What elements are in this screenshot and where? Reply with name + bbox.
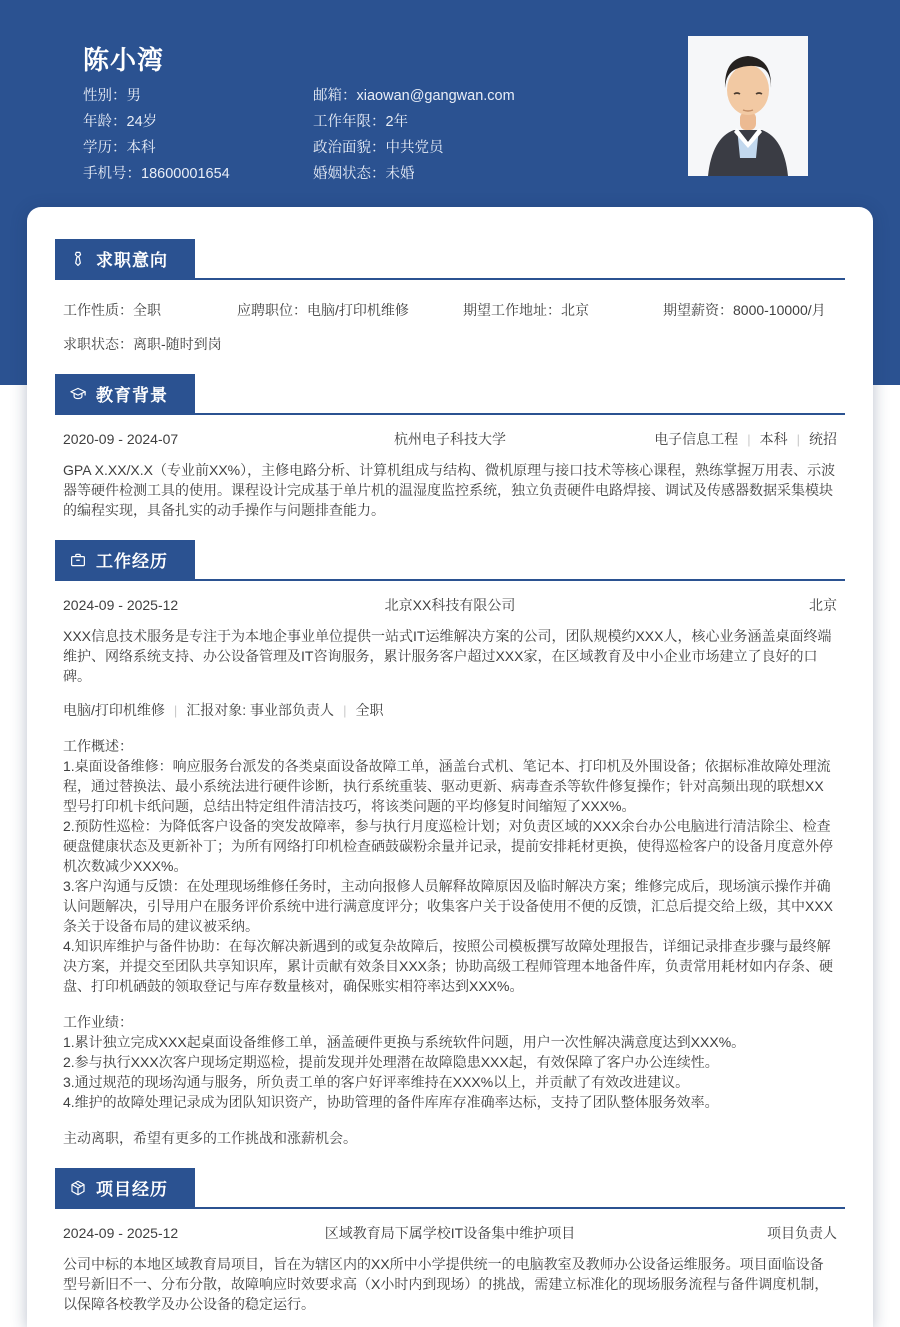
field-phone: 手机号：18600001654 bbox=[83, 166, 230, 182]
section-header bbox=[55, 374, 845, 415]
project-body bbox=[55, 1223, 845, 1314]
work-achievement-item: 4.维护的故障处理记录成为团队知识资产，协助管理的备件库库存准确率达标，支持了团队整体服务效率。 bbox=[63, 1094, 719, 1110]
separator: | bbox=[343, 703, 347, 718]
company-intro: XXX信息技术服务是专注于为本地企事业单位提供一站式IT运维解决方案的公司，团队规模约XXX人，核心业务涵盖桌面终端维护、网络系统支持、办公设备管理及IT咨询服务，累计服务客户超过XXX家，在区域教育及中小企业市场建立了良好的口碑。 bbox=[63, 628, 832, 684]
separator: | bbox=[747, 432, 751, 447]
section-work-experience bbox=[55, 540, 845, 1148]
package-icon bbox=[69, 1179, 87, 1197]
work-achievement-item: 3.通过规范的现场沟通与服务，所负责工单的客户好评率维持在XXX%以上，并贡献了有效改进建议。 bbox=[63, 1074, 690, 1090]
header-info-column-right bbox=[313, 83, 515, 187]
job-type: 全职 bbox=[355, 702, 384, 718]
section-job-intention bbox=[55, 239, 845, 354]
section-title: 项目经历 bbox=[96, 1180, 168, 1199]
work-date: 2024-09 - 2025-12 bbox=[63, 597, 179, 613]
field-work-years: 工作年限：2年 bbox=[313, 114, 409, 130]
field-gender: 性别：男 bbox=[83, 88, 141, 104]
resume-card bbox=[27, 207, 873, 1327]
work-summary bbox=[63, 736, 837, 996]
company-name: 北京XX科技有限公司 bbox=[384, 597, 516, 613]
project-name: 区域教育局下属学校IT设备集中维护项目 bbox=[324, 1225, 576, 1241]
position-row bbox=[63, 700, 837, 720]
section-title-box bbox=[55, 540, 195, 579]
section-header bbox=[55, 540, 845, 581]
section-project-experience bbox=[55, 1168, 845, 1314]
project-role: 项目负责人 bbox=[766, 1225, 837, 1241]
section-header bbox=[55, 239, 845, 280]
project-date: 2024-09 - 2025-12 bbox=[63, 1225, 179, 1241]
work-achievement-heading: 工作业绩： bbox=[63, 1014, 133, 1030]
section-title: 求职意向 bbox=[96, 251, 168, 270]
section-title-box bbox=[55, 374, 195, 413]
section-education bbox=[55, 374, 845, 520]
enroll-type: 统招 bbox=[808, 431, 837, 447]
work-location: 北京 bbox=[808, 597, 837, 613]
field-email: 邮箱：xiaowan@gangwan.com bbox=[313, 88, 515, 104]
school-name: 杭州电子科技大学 bbox=[393, 431, 506, 447]
degree: 本科 bbox=[759, 431, 788, 447]
work-summary-item: 3.客户沟通与反馈：在处理现场维修任务时，主动向报修人员解释故障原因及临时解决方案；维修完成后，现场演示操作并确认问题解决，引导用户在服务评价系统中进行满意度评分；收集客户关于设备使用不便的反馈，汇总后提交给上级，其中XXX条关于设备布局的建议被采纳。 bbox=[63, 878, 834, 934]
work-meta-row bbox=[63, 595, 837, 615]
field-marital-status: 婚姻状态：未婚 bbox=[313, 166, 415, 182]
profile-photo bbox=[688, 36, 808, 176]
work-achievement-item: 2.参与执行XXX次客户现场定期巡检，提前发现并处理潜在故障隐患XXX起，有效保障了客户办公连续性。 bbox=[63, 1054, 719, 1070]
major: 电子信息工程 bbox=[654, 431, 739, 447]
tie-icon bbox=[69, 250, 87, 268]
job-seeking-status: 求职状态：离职-随时到岗 bbox=[63, 336, 222, 352]
briefcase-icon bbox=[69, 551, 87, 569]
project-meta-row bbox=[63, 1223, 837, 1243]
target-position: 应聘职位：电脑/打印机维修 bbox=[237, 302, 409, 318]
section-header bbox=[55, 1168, 845, 1209]
work-achievement-item: 1.累计独立完成XXX起桌面设备维修工单，涵盖硬件更换与系统软件问题，用户一次性解决满意度达到XXX%。 bbox=[63, 1034, 746, 1050]
education-date: 2020-09 - 2024-07 bbox=[63, 431, 179, 447]
section-title-box bbox=[55, 239, 195, 278]
header-info-column-left bbox=[83, 83, 230, 187]
candidate-name: 陈小湾 bbox=[83, 45, 165, 75]
field-age: 年龄：24岁 bbox=[83, 114, 158, 130]
work-body bbox=[55, 595, 845, 1148]
education-description: GPA X.XX/X.X（专业前XX%），主修电路分析、计算机组成与结构、微机原理与接口技术等核心课程，熟练掌握万用表、示波器等硬件检测工具的使用。课程设计完成基于单片机的温湿度监控系统，独立负责硬件电路焊接、调试及传感器数据采集模块的编程实现，具备扎实的动手操作与问题排查能力。 bbox=[63, 462, 836, 518]
job-intention-body bbox=[55, 300, 845, 354]
separator: | bbox=[173, 703, 178, 718]
work-summary-item: 4.知识库维护与备件协助：在每次解决新遇到的或复杂故障后，按照公司模板撰写故障处理报告，详细记录排查步骤与最终解决方案，并提交至团队共享知识库，累计贡献有效条目XXX条；协助高级工程师管理本地备件库，负责常用耗材如内存条、硬盘、打印机硒鼓的领取登记与库存数量核对，确保账实相符率达到XXX%。 bbox=[63, 938, 834, 994]
work-summary-heading: 工作概述： bbox=[63, 738, 133, 754]
project-description: 公司中标的本地区域教育局项目，旨在为辖区内的XX所中小学提供统一的电脑教室及教师办公设备运维服务。项目面临设备型号新旧不一、分布分散，故障响应时效要求高（X小时内到现场）的挑战，需建立标准化的现场服务流程与备件调度机制，以保障各校教学及办公设备的稳定运行。 bbox=[63, 1256, 829, 1312]
field-political-status: 政治面貌：中共党员 bbox=[313, 140, 444, 156]
expected-salary: 期望薪资：8000-10000/月 bbox=[663, 302, 826, 318]
field-education: 学历：本科 bbox=[83, 140, 156, 156]
work-type: 工作性质：全职 bbox=[63, 302, 161, 318]
work-summary-item: 1.桌面设备维修：响应服务台派发的各类桌面设备故障工单，涵盖台式机、笔记本、打印机及外围设备；依据标准故障处理流程，通过替换法、最小系统法进行硬件诊断，执行系统重装、驱动更新、病毒查杀等软件修复操作；针对高频出现的联想XX型号打印机卡纸问题，总结出特定组件清洁技巧，将该类问题的平均修复时间缩短了XXX%。 bbox=[63, 758, 831, 814]
expected-location: 期望工作地址：北京 bbox=[463, 302, 589, 318]
separator: | bbox=[796, 432, 800, 447]
work-achievements bbox=[63, 1012, 837, 1112]
position-title: 电脑/打印机维修 bbox=[63, 702, 165, 718]
report-to: 汇报对象: 事业部负责人 bbox=[186, 702, 335, 718]
work-summary-item: 2.预防性巡检：为降低客户设备的突发故障率，参与执行月度巡检计划；对负责区域的XXX余台办公电脑进行清洁除尘、检查硬盘健康状态及更新补丁；为所有网络打印机检查硒鼓碳粉余量并记录，提前安排耗材更换，使得巡检客户的设备月度意外停机次数减少XXX%。 bbox=[63, 818, 833, 874]
section-title: 工作经历 bbox=[96, 552, 168, 571]
graduation-cap-icon bbox=[69, 385, 87, 403]
avatar bbox=[688, 36, 808, 176]
job-intention-row-1 bbox=[63, 300, 837, 320]
job-intention-row-2 bbox=[63, 334, 837, 354]
leave-reason: 主动离职，希望有更多的工作挑战和涨薪机会。 bbox=[63, 1130, 357, 1146]
education-meta-row bbox=[63, 429, 837, 449]
section-title: 教育背景 bbox=[96, 386, 168, 405]
section-title-box bbox=[55, 1168, 195, 1207]
education-detail bbox=[628, 429, 837, 449]
education-body bbox=[55, 429, 845, 520]
